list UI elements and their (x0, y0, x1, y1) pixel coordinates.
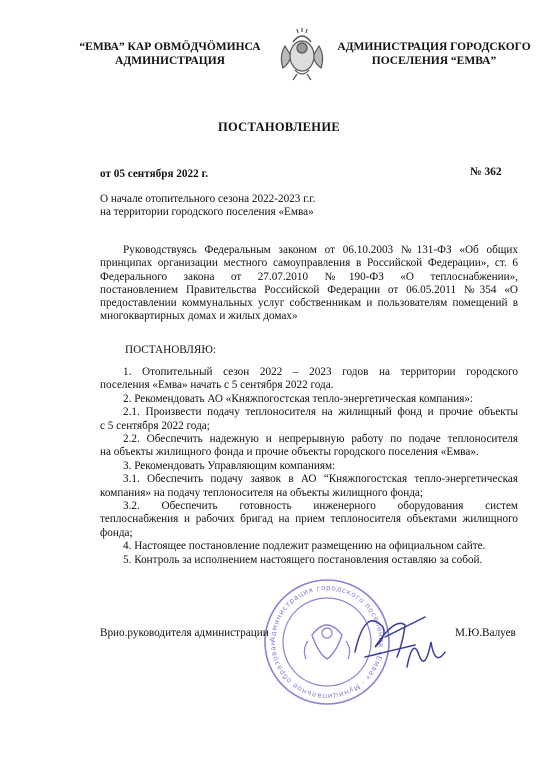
item-line: 3. Рекомендовать Управляющим компаниям: (123, 459, 336, 472)
subject-line1: О начале отопительного сезона 2022-2023 г.г. (100, 193, 316, 205)
preamble-line: Федерального закона от 27.07.2010 №190-ФЗ «О теплоснабжении», (100, 270, 518, 283)
item-line: 3.2. Обеспечить готовность инженерного оборудования систем (123, 500, 518, 513)
item-line: с 5 сентября 2022 года; (100, 419, 210, 432)
document-title: ПОСТАНОВЛЕНИЕ (217, 120, 340, 134)
decree-items (100, 366, 518, 567)
item-line: 3.1. Обеспечить подачу заявок в АО “Княжпогостская тепло-энергетическая (123, 473, 518, 486)
decree-word: ПОСТАНОВЛЯЮ: (125, 344, 216, 356)
item-line: 5. Контроль за исполнением настоящего постановления оставляю за собой. (123, 553, 483, 566)
signatory-name: М.Ю.Валуев (455, 627, 516, 639)
preamble-line: постановлением Правительства Российской Федерации от 06.05.2011 №354 «О (100, 283, 518, 296)
item-line: фонда; (100, 526, 133, 539)
item-line: поселения «Емва» начать с 5 сентября 2022 года. (100, 379, 334, 392)
handwritten-signature (345, 597, 460, 682)
header-left-line1: “ЕМВА” КАР ОВМÖДЧÖМИНСА (79, 41, 261, 53)
item-line: 2.2. Обеспечить надежную и непрерывную работу по подаче теплоносителя (123, 433, 518, 446)
document-subject (100, 193, 400, 220)
document-number: № 362 (470, 166, 502, 178)
document-date: от 05 сентября 2022 г. (100, 168, 209, 180)
preamble-line: принципах организации местного самоуправления в Российской Федерации», ст. 6 (100, 257, 518, 270)
header-right-line2: ПОСЕЛЕНИЯ “ЕМВА” (371, 55, 497, 67)
item-line: 2. Рекомендовать АО «Княжпогостская тепло-энергетическая компания»: (123, 392, 474, 405)
preamble-line: Руководствуясь Федеральным законом от 06.10.2003 №131-ФЗ «Об общих (123, 244, 518, 256)
preamble-line: многоквартирных домах и жилых домах» (100, 310, 298, 323)
item-line: компания» на подачу теплоносителя на объекты жилищного фонда; (100, 486, 424, 499)
item-line: на объекты жилищного фонда и прочие объекты городского поселения «Емва». (100, 446, 479, 459)
preamble (100, 244, 518, 324)
header-left-line2: АДМИНИСТРАЦИЯ (115, 55, 225, 67)
header-left (72, 40, 268, 68)
item-line: 1. Отопительный сезон 2022 – 2023 годов на территории городского (123, 366, 518, 378)
header-right-line1: АДМИНИСТРАЦИЯ ГОРОДСКОГО (337, 41, 531, 53)
item-line: теплоснабжения и рабочих бригад на прием теплоносителя объектами жилищного (100, 513, 518, 526)
komi-republic-coat-of-arms-icon (275, 26, 329, 82)
item-line: 4. Настоящее постановление подлежит размещению на официальном сайте. (123, 540, 486, 553)
item-line: 2.1. Произвести подачу теплоносителя на жилищный фонд и прочие объекты (123, 406, 518, 419)
stamp-text: Администрация городского поселения «Емва» · Муниципальное образован (267, 582, 387, 702)
header-right (333, 40, 535, 68)
preamble-line: предоставлении коммунальных услуг собственникам и пользователям помещений в (100, 297, 518, 310)
signatory-position: Врио.руководителя администрации (100, 627, 269, 639)
subject-line2: на территории городского поселения «Емва» (100, 206, 314, 219)
